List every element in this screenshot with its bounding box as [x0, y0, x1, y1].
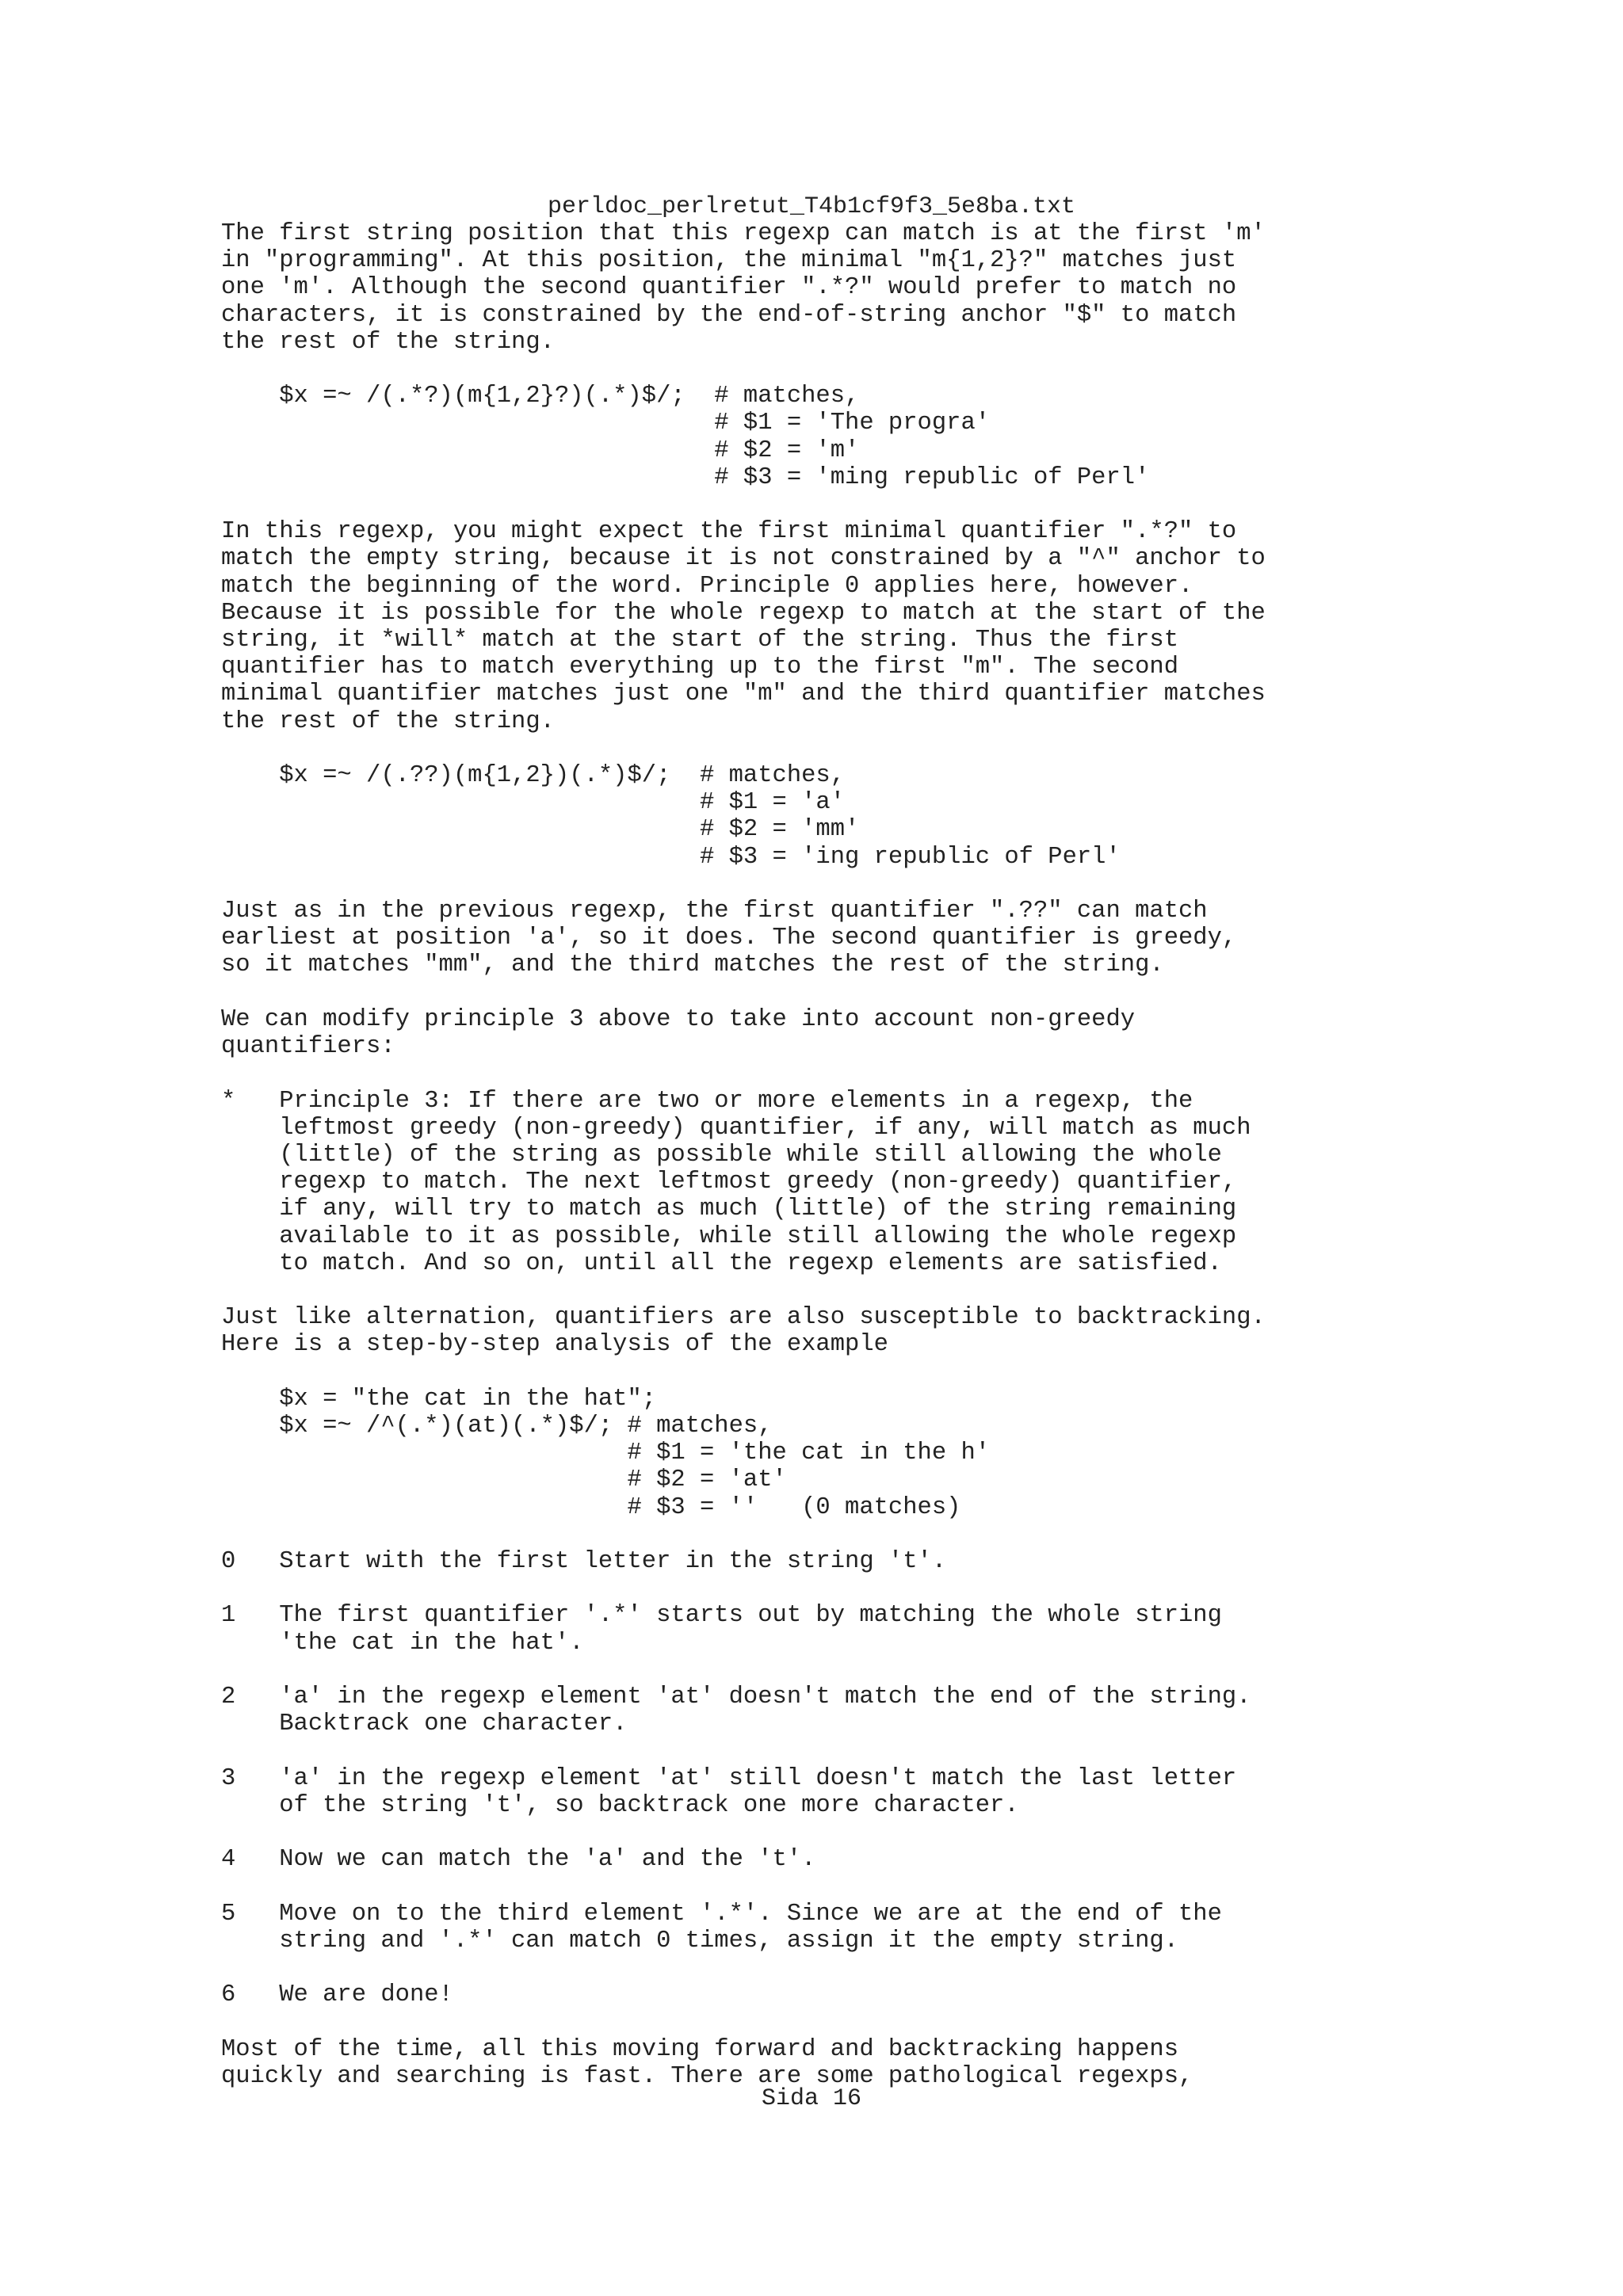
page-header-filename: perldoc_perlretut_T4b1cf9f3_5e8ba.txt	[547, 193, 1076, 220]
document-body-text: The first string position that this regexp can match is at the first 'm' in "programming". At this position, the minimal "m{1,2}?" matches just one 'm'. Although the second quantifier ".*?" would prefer to match no characters, it is constrained by the end-of-string anchor "$" to match the rest of the string. $x =~ /(.*?)(m{1,2}?)(.*)$/; # matches, # $1 = 'The progra' # $2 = 'm' # $3 = 'ming republic of Perl' In this regexp, you might expect the first minimal quantifier ".*?" to match the empty string, because it is not constrained by a "^" anchor to match the beginning of the word. Principle 0 applies here, however. Because it is possible for the whole regexp to match at the start of the string, it *will* match at the start of the string. Thus the first quantifier has to match everything up to the first "m". The second minimal quantifier matches just one "m" and the third quantifier matches the rest of the string. $x =~ /(.??)(m{1,2})(.*)$/; # matches, # $1 = 'a' # $2 = 'mm' # $3 = 'ing republic of Perl' Just as in the previous regexp, the first quantifier ".??" can match earliest at position 'a', so it does. The second quantifier is greedy, so it matches "mm", and the third matches the rest of the string. We can modify principle 3 above to take into account non-greedy quantifiers: * Principle 3: If there are two or more elements in a regexp, the leftmost greedy (non-greedy) quantifier, if any, will match as much (little) of the string as possible while still allowing the whole regexp to match. The next leftmost greedy (non-greedy) quantifier, if any, will try to match as much (little) of the string remaining available to it as possible, while still allowing the whole regexp to match. And so on, until all the regexp elements are satisfied. Just like alternation, quantifiers are also susceptible to backtracking. Here is a step-by-step analysis of the example $x = "the cat in the hat"; $x =~ /^(.*)(at)(.*)$/; # matches, # $1 = 'the cat in the h' # $2 = 'at' # $3 = '' (0 matches) 0 Start with the first letter in the string 't'. 1 The first quantifier '.*' starts out by matching the whole string 'the cat in the hat'. 2 'a' in the regexp element 'at' doesn't match the end of the string. Backtrack one character. 3 'a' in the regexp element 'at' still doesn't match the last letter of the string 't', so backtrack one more character. 4 Now we can match the 'a' and the 't'. 5 Move on to the third element '.*'. Since we are at the end of the string and '.*' can match 0 times, assign it the empty string. 6 We are done! Most of the time, all this moving forward and backtracking happens quickly and searching is fast. There are some pathological regexps,	[221, 220, 1266, 2090]
page-footer-number: Sida 16	[761, 2085, 862, 2112]
